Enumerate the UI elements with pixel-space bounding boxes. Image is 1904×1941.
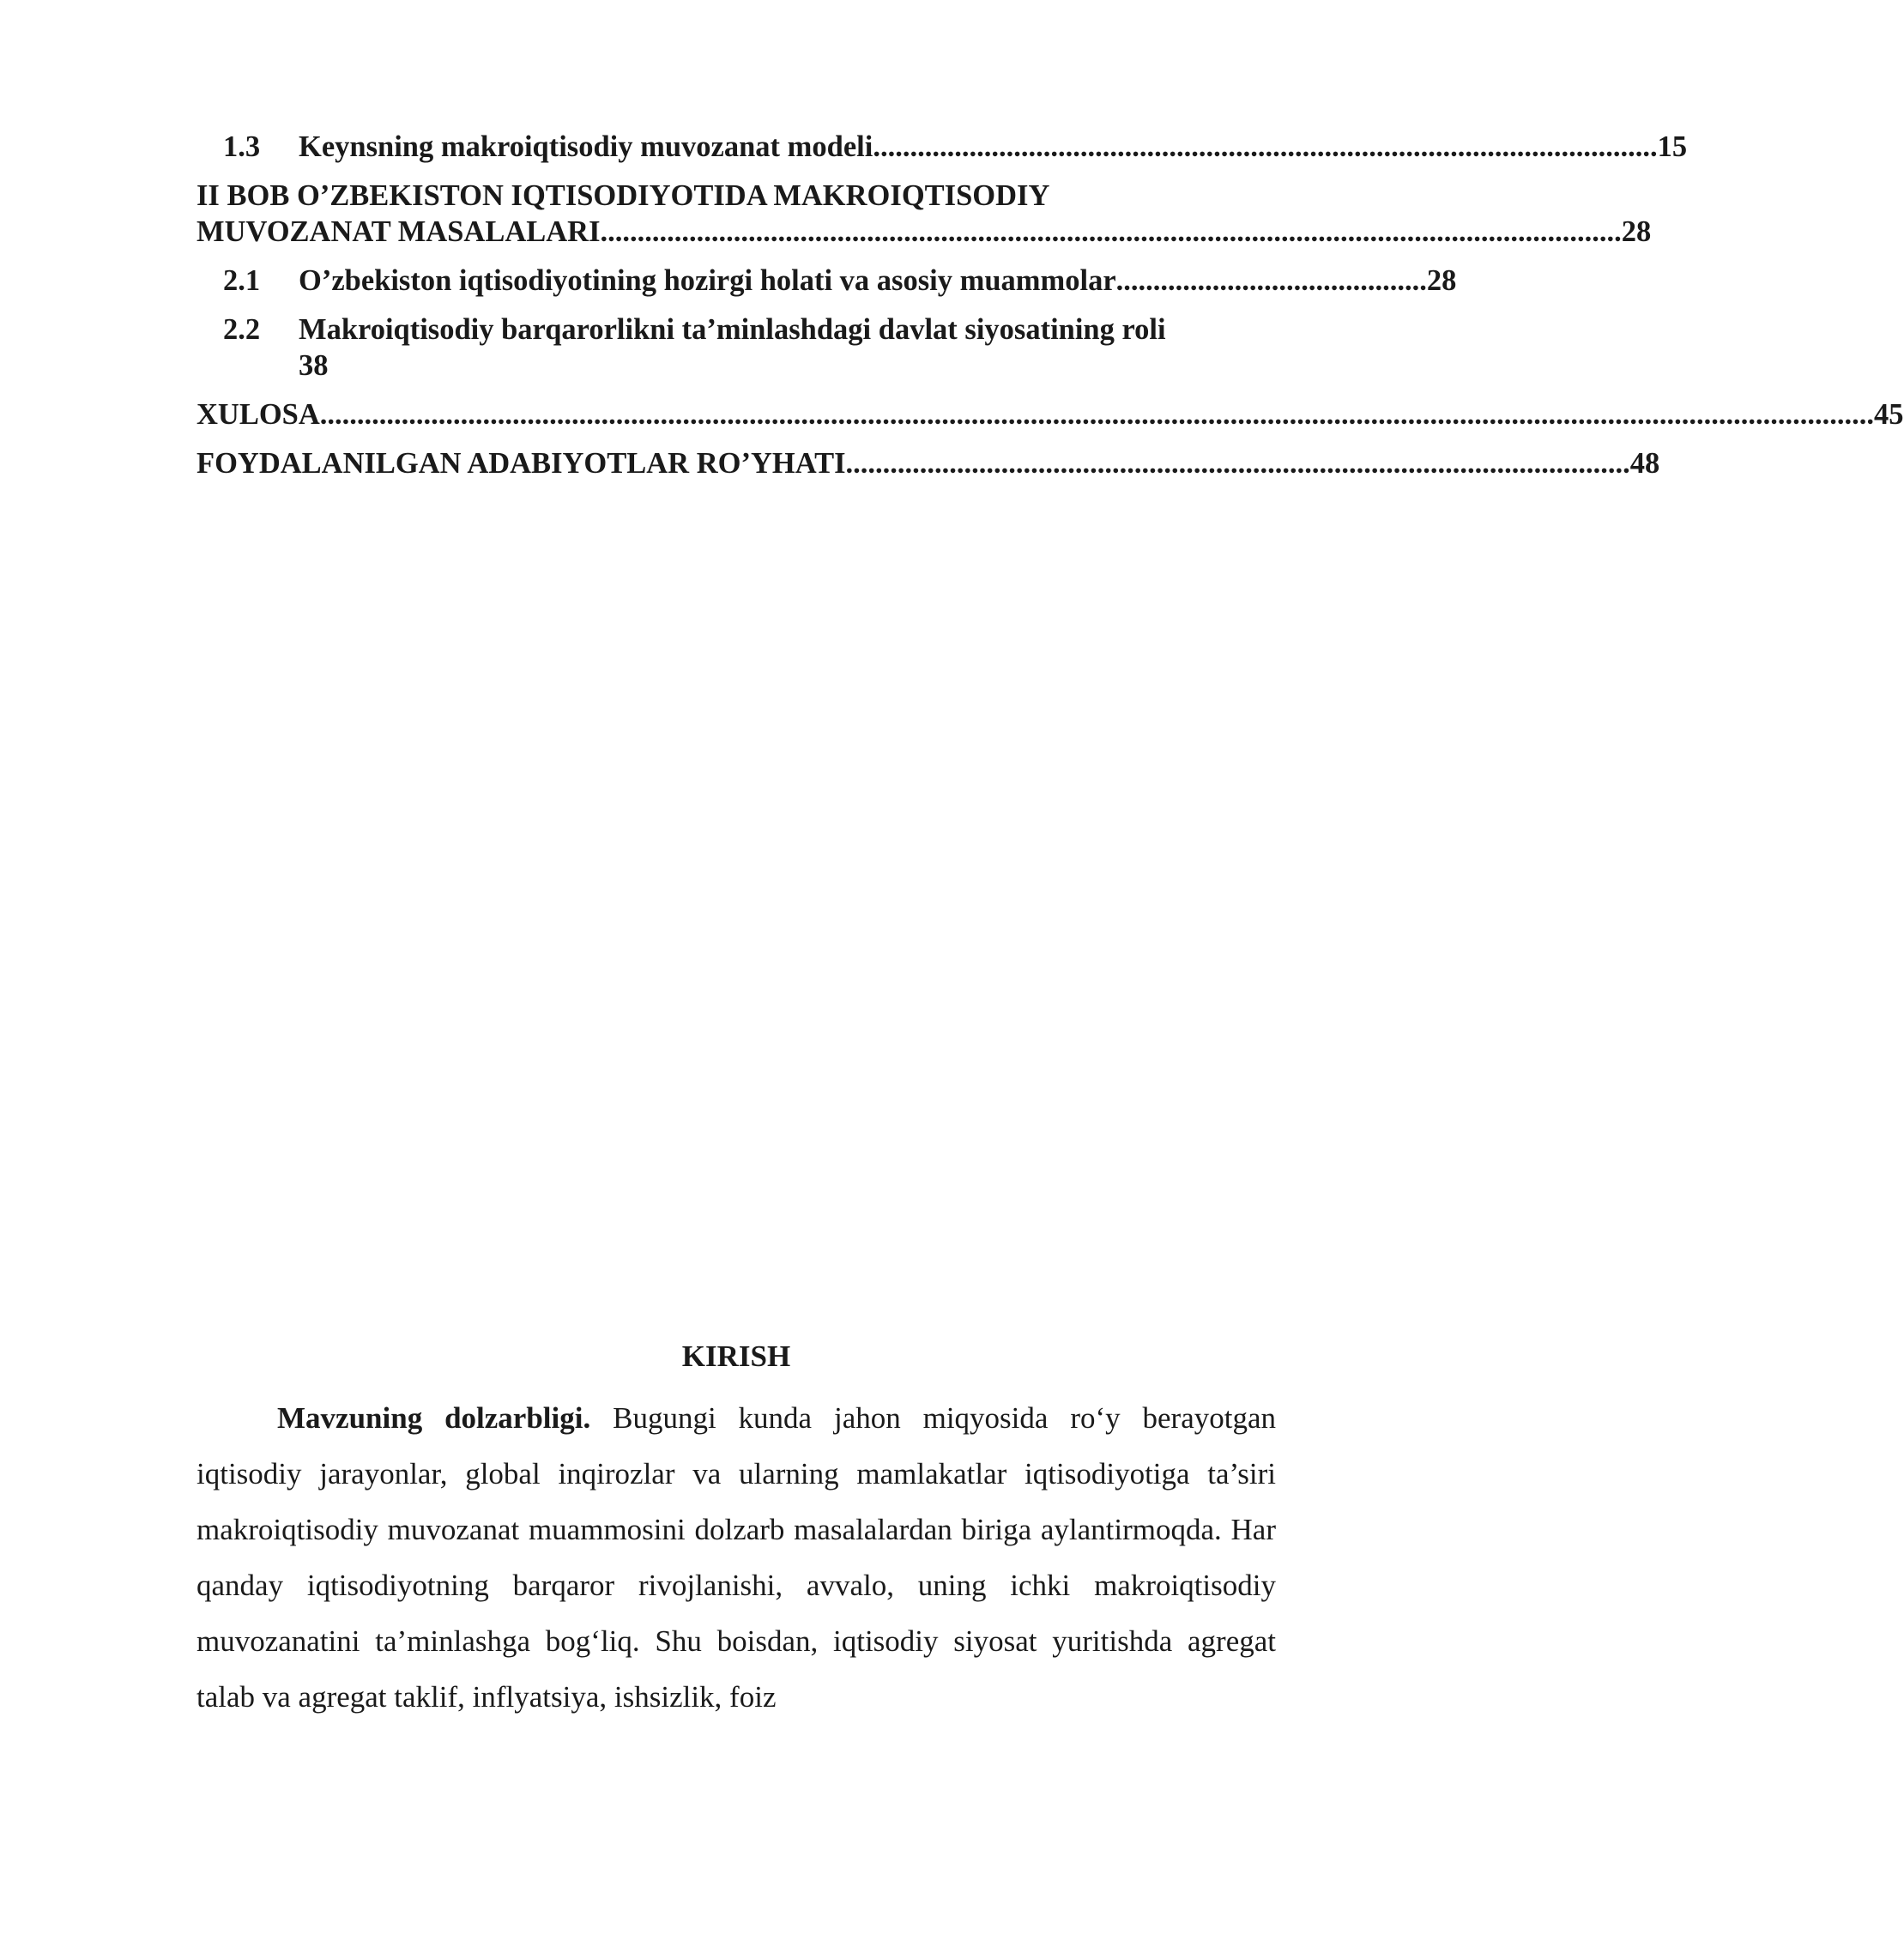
toc-entry-title: O’zbekiston iqtisodiyotining hozirgi holati va asosiy muammolar [299,264,1116,297]
toc-entry-page: 45 [1874,398,1904,431]
toc-entry-number: 2.1 [223,264,261,297]
toc-leader-dots: .......................................................................................................... [845,447,1630,480]
table-of-contents [196,129,1904,481]
intro-lead-phrase: Mavzuning dolzarbligi. [277,1401,591,1435]
toc-entry-1-3[interactable] [196,129,1688,165]
toc-entry-2-2[interactable] [196,311,1276,384]
toc-entry-2-1[interactable] [196,263,1457,299]
section-heading-kirish: KIRISH [681,1339,791,1373]
toc-entry-title: XULOSA [196,398,320,431]
toc-chapter-title-line-2: MUVOZANAT MASALALARI [196,215,601,248]
toc-entry-page: 48 [1629,447,1660,480]
toc-entry-references[interactable] [196,445,1660,481]
toc-entry-page: 28 [1426,264,1457,297]
toc-leader-dots: .......................................................................................................... [873,130,1658,163]
toc-leader-dots: .......................................................................................................................................... [600,215,1622,248]
toc-entry-page-line [196,348,1276,384]
toc-entry-page: 15 [1657,130,1688,163]
toc-entry-chapter-2[interactable] [196,178,1652,250]
toc-entry-page: 28 [1621,215,1652,248]
toc-entry-title: Makroiqtisodiy barqarorlikni ta’minlashdagi davlat siyosatining roli [299,313,1166,346]
toc-entry-title: FOYDALANILGAN ADABIYOTLAR RO’YHATI [196,447,846,480]
toc-entry-2-2-row [196,311,1276,348]
toc-chapter-title-line-2-row [196,214,1652,250]
toc-entry-number: 2.2 [223,313,261,346]
toc-leader-dots: .......................................... [1115,264,1427,297]
toc-leader-dots: .................................................................................................................................................................................................................. [319,398,1875,431]
toc-entry-number: 1.3 [223,130,261,163]
toc-chapter-title-line-1: II BOB O’ZBEKISTON IQTISODIYOTIDA MAKROIQTISODIY [196,179,1050,212]
toc-entry-title: Keynsning makroiqtisodiy muvozanat modeli [299,130,873,163]
intro-paragraph [196,1390,1276,1725]
intro-paragraph-text: Bugungi kunda jahon miqyosida ro‘y berayotgan iqtisodiy jarayonlar, global inqirozlar va ularning mamlakatlar iqtisodiyotiga ta’siri makroiqtisodiy muvozanat muammosini dolzarb masalalardan biriga aylantirmoqda. Har qanday iqtisodiyotning barqaror rivojlanishi, avvalo, uning ichki makroiqtisodiy muvozanatini ta’minlashga bog‘liq. Shu boisdan, iqtisodiy siyosat yuritishda agregat talab va agregat taklif, inflyatsiya, ishsizlik, foiz [196,1401,1276,1714]
toc-entry-xulosa[interactable] [196,396,1904,432]
toc-entry-page: 38 [299,349,329,382]
